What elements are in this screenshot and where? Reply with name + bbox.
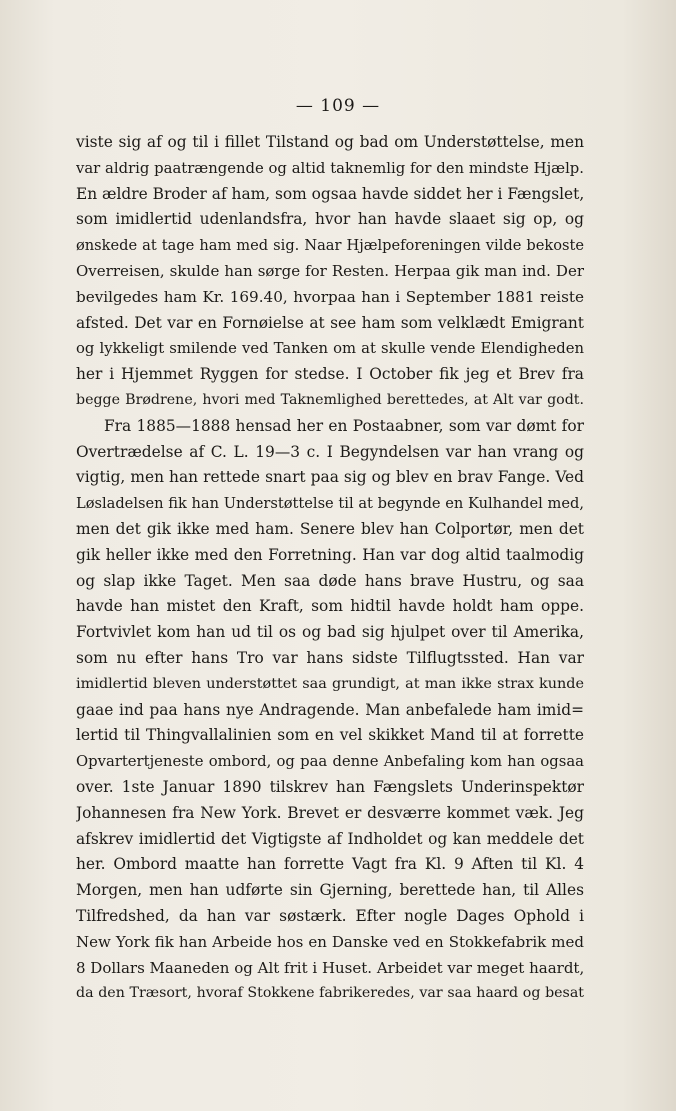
text-line: her. Ombord maatte han forrette Vagt fra Kl. 9 Aften til Kl. 4: [76, 855, 584, 874]
text-line: afskrev imidlertid det Vigtigste af Indholdet og kan meddele det: [76, 829, 584, 848]
text-line: bevilgedes ham Kr. 169.40, hvorpaa han i September 1881 reiste: [76, 287, 584, 306]
text-line: og slap ikke Taget. Men saa døde hans brave Hustru, og saa: [76, 571, 584, 590]
body-text: [76, 130, 584, 1007]
text-line: begge Brødrene, hvori med Taknemlighed berettedes, at Alt var godt.: [76, 391, 584, 408]
text-line: Overtrædelse af C. L. 19—3 c. I Begyndelsen var han vrang og: [76, 442, 584, 461]
text-line: var aldrig paatrængende og altid taknemlig for den mindste Hjælp.: [76, 159, 584, 177]
text-line: 8 Dollars Maaneden og Alt frit i Huset. Arbeidet var meget haardt,: [76, 958, 584, 977]
text-line: ønskede at tage ham med sig. Naar Hjælpeforeningen vilde bekoste: [76, 237, 584, 255]
text-line: over. 1ste Januar 1890 tilskrev han Fængslets Underinspektør: [76, 777, 584, 796]
text-line: som nu efter hans Tro var hans sidste Tilflugtssted. Han var: [76, 648, 584, 667]
text-line: Overreisen, skulde han sørge for Resten. Herpaa gik man ind. Der: [76, 261, 584, 280]
text-line: og lykkeligt smilende ved Tanken om at skulle vende Elendigheden: [76, 340, 584, 358]
text-line: her i Hjemmet Ryggen for stedse. I October fik jeg et Brev fra: [76, 365, 584, 384]
text-line: som imidlertid udenlandsfra, hvor han havde slaaet sig op, og: [76, 210, 584, 229]
text-line: imidlertid bleven understøttet saa grundigt, at man ikke strax kunde: [76, 675, 584, 692]
text-line: Fortvivlet kom han ud til os og bad sig hjulpet over til Amerika,: [76, 623, 584, 642]
text-line: Løsladelsen fik han Understøttelse til at begynde en Kulhandel med,: [76, 495, 584, 513]
page-number: — 109 —: [295, 96, 381, 116]
text-line: Opvartertjeneste ombord, og paa denne Anbefaling kom han ogsaa: [76, 753, 584, 771]
text-line: New York fik han Arbeide hos en Danske ved en Stokkefabrik med: [76, 932, 584, 951]
text-line: da den Træsort, hvoraf Stokkene fabrikeredes, var saa haard og besat: [76, 985, 584, 1002]
text-line: Morgen, men han udførte sin Gjerning, berettede han, til Alles: [76, 881, 584, 900]
text-line: vigtig, men han rettede snart paa sig og blev en brav Fange. Ved: [76, 468, 584, 487]
text-line: havde han mistet den Kraft, som hidtil havde holdt ham oppe.: [76, 597, 584, 616]
text-line: En ældre Broder af ham, som ogsaa havde siddet her i Fængslet,: [76, 184, 584, 203]
text-line: gaae ind paa hans nye Andragende. Man anbefalede ham imid=: [76, 700, 584, 719]
text-line: lertid til Thingvallalinien som en vel skikket Mand til at forrette: [76, 726, 584, 745]
text-line: Tilfredshed, da han var søstærk. Efter nogle Dages Ophold i: [76, 906, 584, 925]
text-line: viste sig af og til i fillet Tilstand og bad om Understøttelse, men: [76, 133, 584, 151]
text-line: Fra 1885—1888 hensad her en Postaabner, som var dømt for: [104, 416, 584, 435]
text-line: afsted. Det var en Fornøielse at see ham som velklædt Emigrant: [76, 313, 584, 332]
text-line: Johannesen fra New York. Brevet er desværre kommet væk. Jeg: [76, 803, 584, 822]
text-line: men det gik ikke med ham. Senere blev han Colportør, men det: [76, 519, 584, 538]
text-line: gik heller ikke med den Forretning. Han var dog altid taalmodig: [76, 545, 584, 564]
